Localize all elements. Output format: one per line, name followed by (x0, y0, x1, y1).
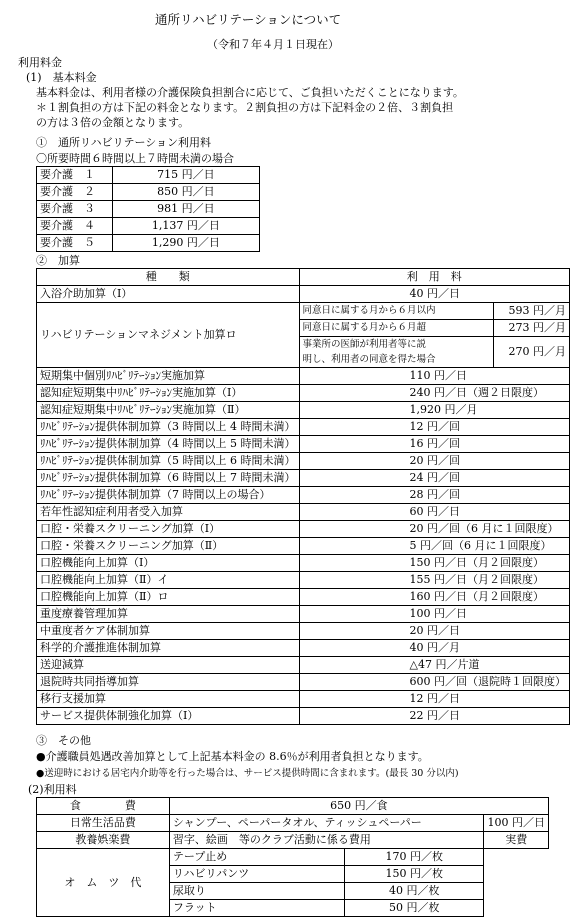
addition-row (37, 555, 570, 572)
addition-name: 口腔機能向上加算（Ⅰ） (37, 555, 300, 572)
addition-fee: 20 円／日 (299, 623, 570, 640)
subsection-usage: (2)利用料 (28, 783, 77, 796)
addition-row (37, 674, 570, 691)
header-type: 種 類 (37, 269, 300, 286)
rehab-mgmt-condition: 同意日に属する月から６月以内 (299, 303, 494, 320)
leisure-label: 教養娯楽費 (37, 832, 170, 849)
addition-row (37, 623, 570, 640)
effective-date: （令和７年４月１日現在） (207, 38, 339, 51)
note-2: ●送迎時における居宅内介助等を行った場合は、サービス提供時間に含まれます。(最長 30 分以内) (36, 768, 459, 779)
rehab-mgmt-row (37, 303, 570, 320)
basic-fee-row (37, 218, 260, 235)
addition-fee: △47 円／片道 (299, 657, 570, 674)
addition-fee: 150 円／日（月２回限度） (299, 555, 570, 572)
addition-fee: 12 円／日 (299, 691, 570, 708)
note-1: ●介護職員処遇改善加算として上記基本料金の 8.6％が利用者負担となります。 (36, 750, 429, 763)
addition-row (37, 419, 570, 436)
addition-row (37, 487, 570, 504)
addition-fee: 40 円／月 (299, 640, 570, 657)
item2-heading: ② 加算 (36, 254, 80, 267)
basic-fee-row (37, 201, 260, 218)
addition-name: 認知症短期集中ﾘﾊﾋﾞﾘﾃｰｼｮﾝ実施加算（Ⅰ） (37, 385, 300, 402)
addition-name: ﾘﾊﾋﾞﾘﾃｰｼｮﾝ提供体制加算（3 時間以上 4 時間未満） (37, 419, 300, 436)
addition-fee: 20 円／回 (299, 453, 570, 470)
addition-name: ﾘﾊﾋﾞﾘﾃｰｼｮﾝ提供体制加算（7 時間以上の場合） (37, 487, 300, 504)
addition-row (37, 521, 570, 538)
diaper-item-fee: 170 円／枚 (345, 849, 484, 866)
addition-row (37, 640, 570, 657)
addition-name: 退院時共同指導加算 (37, 674, 300, 691)
rehab-mgmt-condition (299, 337, 494, 368)
care-level: 要介護 ２ (37, 184, 113, 201)
diaper-item-name: 尿取り (169, 883, 344, 900)
care-fee: 850 円／日 (112, 184, 259, 201)
addition-name: ﾘﾊﾋﾞﾘﾃｰｼｮﾝ提供体制加算（6 時間以上 7 時間未満） (37, 470, 300, 487)
care-level: 要介護 ４ (37, 218, 113, 235)
additions-header (37, 269, 570, 286)
addition-row (37, 368, 570, 385)
diaper-item-name: テープ止め (169, 849, 344, 866)
diaper-item-fee: 150 円／枚 (345, 866, 484, 883)
care-level: 要介護 ５ (37, 235, 113, 252)
addition-fee: 24 円／回 (299, 470, 570, 487)
meal-label: 食 費 (37, 798, 170, 815)
care-fee: 981 円／日 (112, 201, 259, 218)
care-fee: 1,290 円／日 (112, 235, 259, 252)
item3-heading: ③ その他 (36, 734, 91, 747)
item1-sub: 〇所要時間６時間以上７時間未満の場合 (36, 152, 234, 165)
rehab-mgmt-fee: 273 円／月 (494, 320, 570, 337)
rehab-mgmt-condition-line: 事業所の医師が利用者等に説 (302, 339, 427, 350)
addition-row (37, 470, 570, 487)
item1-heading: ① 通所リハビリテーション利用料 (36, 136, 212, 149)
addition-fee: 20 円／回（6 月に１回限度） (299, 521, 570, 538)
diaper-item-name: リハビリパンツ (169, 866, 344, 883)
rehab-mgmt-fee: 593 円／月 (494, 303, 570, 320)
care-level: 要介護 １ (37, 167, 113, 184)
addition-row (37, 708, 570, 725)
section-fee: 利用料金 (18, 56, 62, 69)
addition-name: 口腔・栄養スクリーニング加算（Ⅱ） (37, 538, 300, 555)
meal-row (37, 798, 549, 815)
addition-name: サービス提供体制強化加算（Ⅰ） (37, 708, 300, 725)
addition-name: 送迎減算 (37, 657, 300, 674)
basic-fee-row (37, 167, 260, 184)
rehab-mgmt-fee: 270 円／月 (494, 337, 570, 368)
meal-fee: 650 円／食 (169, 798, 548, 815)
addition-fee: 40 円／日 (299, 286, 570, 303)
basic-fee-table (36, 166, 260, 252)
daily-fee: 100 円／日 (484, 815, 549, 832)
diaper-item-fee: 50 円／枚 (345, 900, 484, 917)
addition-name: 口腔機能向上加算（Ⅱ）ロ (37, 589, 300, 606)
addition-name: 科学的介護推進体制加算 (37, 640, 300, 657)
addition-fee: 160 円／日（月２回限度） (299, 589, 570, 606)
leisure-row (37, 832, 549, 849)
addition-fee: 240 円／日（週２日限度） (299, 385, 570, 402)
diaper-row (37, 849, 549, 866)
header-fee: 利 用 料 (299, 269, 570, 286)
care-level: 要介護 ３ (37, 201, 113, 218)
addition-fee: 110 円／日 (299, 368, 570, 385)
rehab-mgmt-condition: 同意日に属する月から６月超 (299, 320, 494, 337)
addition-row (37, 538, 570, 555)
addition-row (37, 402, 570, 419)
addition-fee: 28 円／回 (299, 487, 570, 504)
addition-fee: 100 円／日 (299, 606, 570, 623)
addition-name: ﾘﾊﾋﾞﾘﾃｰｼｮﾝ提供体制加算（4 時間以上 5 時間未満） (37, 436, 300, 453)
addition-row (37, 572, 570, 589)
leisure-desc: 習字、絵画 等のクラブ活動に係る費用 (169, 832, 484, 849)
leisure-fee: 実費 (484, 832, 549, 849)
diaper-label: オ ム ツ 代 (37, 849, 170, 917)
care-fee: 1,137 円／日 (112, 218, 259, 235)
daily-desc: シャンプー、ペーパータオル、ティッシュペーパー (169, 815, 484, 832)
intro-line-2: ＊１割負担の方は下記の料金となります。２割負担の方は下記料金の２倍、３割負担 (36, 101, 454, 114)
usage-fee-table (36, 797, 549, 917)
rehab-mgmt-condition-line: 明し、利用者の同意を得た場合 (302, 354, 436, 365)
addition-fee: 12 円／回 (299, 419, 570, 436)
addition-row (37, 504, 570, 521)
additions-table (36, 268, 570, 725)
addition-row (37, 453, 570, 470)
addition-row (37, 589, 570, 606)
subsection-basic: (1) 基本料金 (26, 71, 97, 84)
addition-name: ﾘﾊﾋﾞﾘﾃｰｼｮﾝ提供体制加算（5 時間以上 6 時間未満） (37, 453, 300, 470)
addition-name: 短期集中個別ﾘﾊﾋﾞﾘﾃｰｼｮﾝ実施加算 (37, 368, 300, 385)
addition-fee: 16 円／回 (299, 436, 570, 453)
addition-fee: 60 円／日 (299, 504, 570, 521)
addition-fee: 22 円／日 (299, 708, 570, 725)
addition-name: 口腔機能向上加算（Ⅱ）イ (37, 572, 300, 589)
addition-name: 移行支援加算 (37, 691, 300, 708)
diaper-item-name: フラット (169, 900, 344, 917)
addition-name: 入浴介助加算（Ⅰ） (37, 286, 300, 303)
addition-row (37, 606, 570, 623)
intro-line-3: の方は３倍の金額となります。 (36, 116, 190, 129)
addition-row (37, 385, 570, 402)
addition-fee: 600 円／回（退院時１回限度） (299, 674, 570, 691)
diaper-item-fee: 40 円／枚 (345, 883, 484, 900)
addition-row (37, 286, 570, 303)
diaper-blank (484, 849, 549, 917)
addition-fee: 1,920 円／月 (299, 402, 570, 419)
daily-row (37, 815, 549, 832)
addition-row (37, 691, 570, 708)
addition-row (37, 436, 570, 453)
addition-name: 重度療養管理加算 (37, 606, 300, 623)
addition-name: 中重度者ケア体制加算 (37, 623, 300, 640)
addition-fee: 5 円／回（6 月に１回限度） (299, 538, 570, 555)
addition-name: 若年性認知症利用者受入加算 (37, 504, 300, 521)
basic-fee-row (37, 184, 260, 201)
daily-label: 日常生活品費 (37, 815, 170, 832)
care-fee: 715 円／日 (112, 167, 259, 184)
addition-name: 認知症短期集中ﾘﾊﾋﾞﾘﾃｰｼｮﾝ実施加算（Ⅱ） (37, 402, 300, 419)
page-title: 通所リハビリテーションについて (155, 12, 342, 27)
addition-fee: 155 円／日（月２回限度） (299, 572, 570, 589)
intro-line-1: 基本料金は、利用者様の介護保険負担割合に応じて、ご負担いただくことになります。 (36, 86, 464, 99)
basic-fee-row (37, 235, 260, 252)
addition-row (37, 657, 570, 674)
addition-name: 口腔・栄養スクリーニング加算（Ⅰ） (37, 521, 300, 538)
rehab-mgmt-name: リハビリテーションマネジメント加算ロ (37, 303, 300, 368)
